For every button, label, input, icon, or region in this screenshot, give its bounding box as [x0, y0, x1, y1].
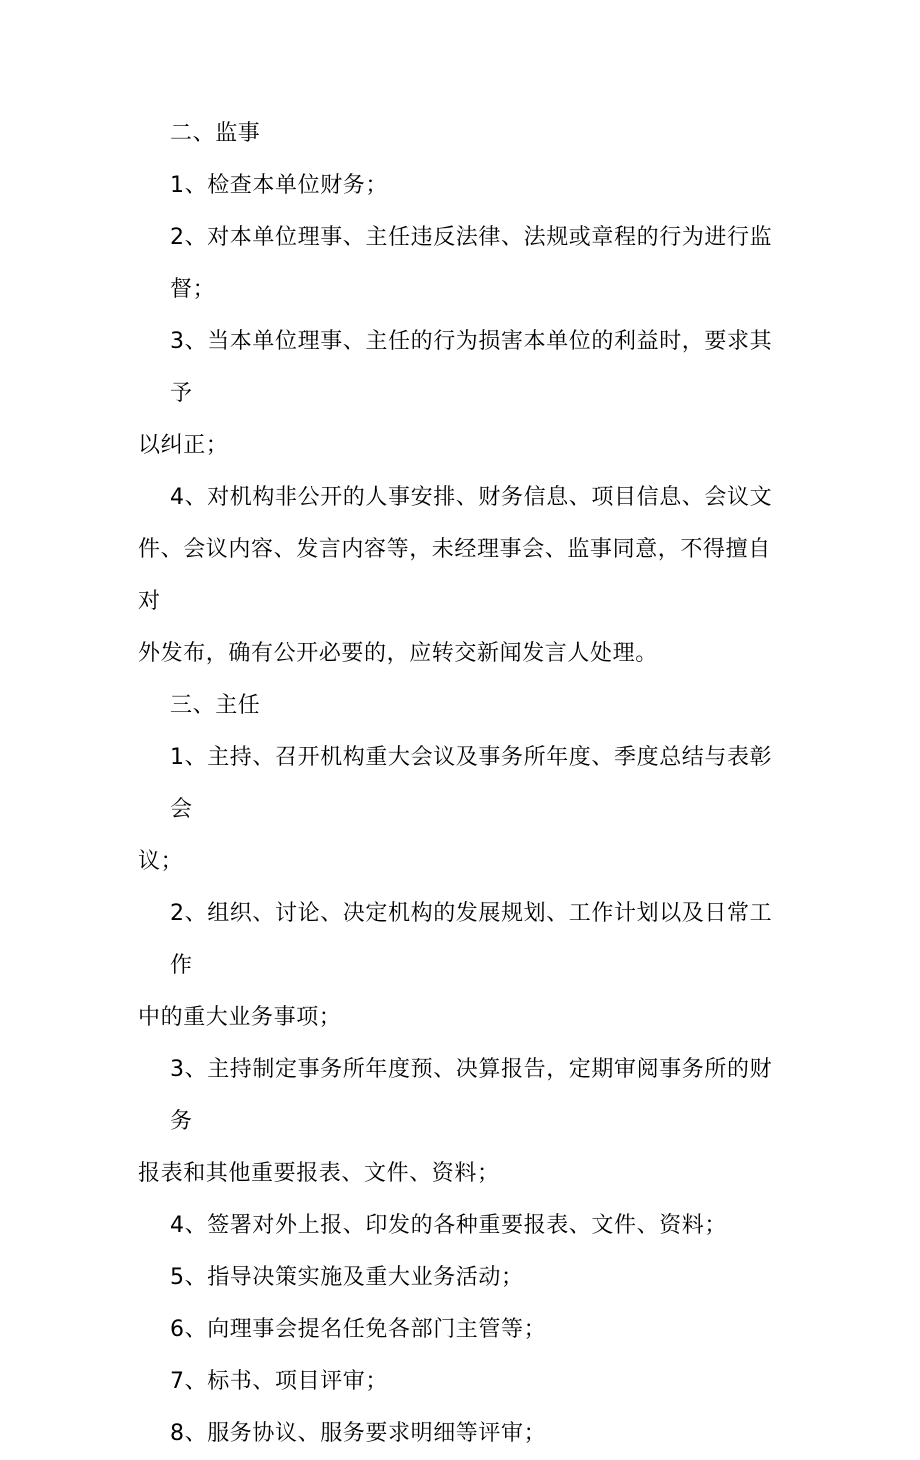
paragraph-line: 7、标书、项目评审；: [170, 1369, 388, 1394]
paragraph-line: 以纠正；: [138, 433, 229, 458]
paragraph-line: 6、向理事会提名任免各部门主管等；: [170, 1317, 547, 1342]
paragraph-line: 3、当本单位理事、主任的行为损害本单位的利益时，要求其予: [170, 329, 773, 406]
section-heading-supervisor: [138, 108, 778, 160]
document-body: [138, 108, 778, 1460]
paragraph-line: 二、监事: [170, 121, 261, 146]
section-heading-director: [138, 680, 778, 732]
paragraph-line: 3、主持制定事务所年度预、决算报告，定期审阅事务所的财务: [170, 1057, 773, 1134]
paragraph-line: 2、对本单位理事、主任违反法律、法规或章程的行为进行监督；: [170, 225, 773, 302]
paragraph-line: 5、指导决策实施及重大业务活动；: [170, 1265, 524, 1290]
paragraph-line: 报表和其他重要报表、文件、资料；: [138, 1161, 500, 1186]
paragraph: [138, 732, 778, 888]
paragraph-line: 2、组织、讨论、决定机构的发展规划、工作计划以及日常工作: [170, 901, 773, 978]
paragraph-line: 8、服务协议、服务要求明细等评审；: [170, 1421, 547, 1446]
paragraph-line: 外发布，确有公开必要的，应转交新闻发言人处理。: [138, 641, 658, 666]
paragraph: [138, 472, 778, 680]
paragraph-line: 件、会议内容、发言内容等，未经理事会、监事同意，不得擅自对: [138, 537, 771, 614]
paragraph-line: 4、对机构非公开的人事安排、财务信息、项目信息、会议文: [170, 485, 773, 510]
paragraph: [138, 1408, 778, 1460]
paragraph: [138, 316, 778, 472]
paragraph-line: 中的重大业务事项；: [138, 1005, 342, 1030]
paragraph-line: 4、签署对外上报、印发的各种重要报表、文件、资料；: [170, 1213, 727, 1238]
paragraph: [138, 212, 778, 316]
paragraph-line: 1、主持、召开机构重大会议及事务所年度、季度总结与表彰会: [170, 745, 773, 822]
paragraph: [138, 1356, 778, 1408]
paragraph: [138, 1252, 778, 1304]
paragraph-line: 三、主任: [170, 693, 261, 718]
paragraph: [138, 1304, 778, 1356]
paragraph: [138, 888, 778, 1044]
paragraph-line: 1、检查本单位财务；: [170, 173, 388, 198]
paragraph-line: 议；: [138, 849, 184, 874]
paragraph: [138, 160, 778, 212]
paragraph: [138, 1200, 778, 1252]
paragraph: [138, 1044, 778, 1200]
